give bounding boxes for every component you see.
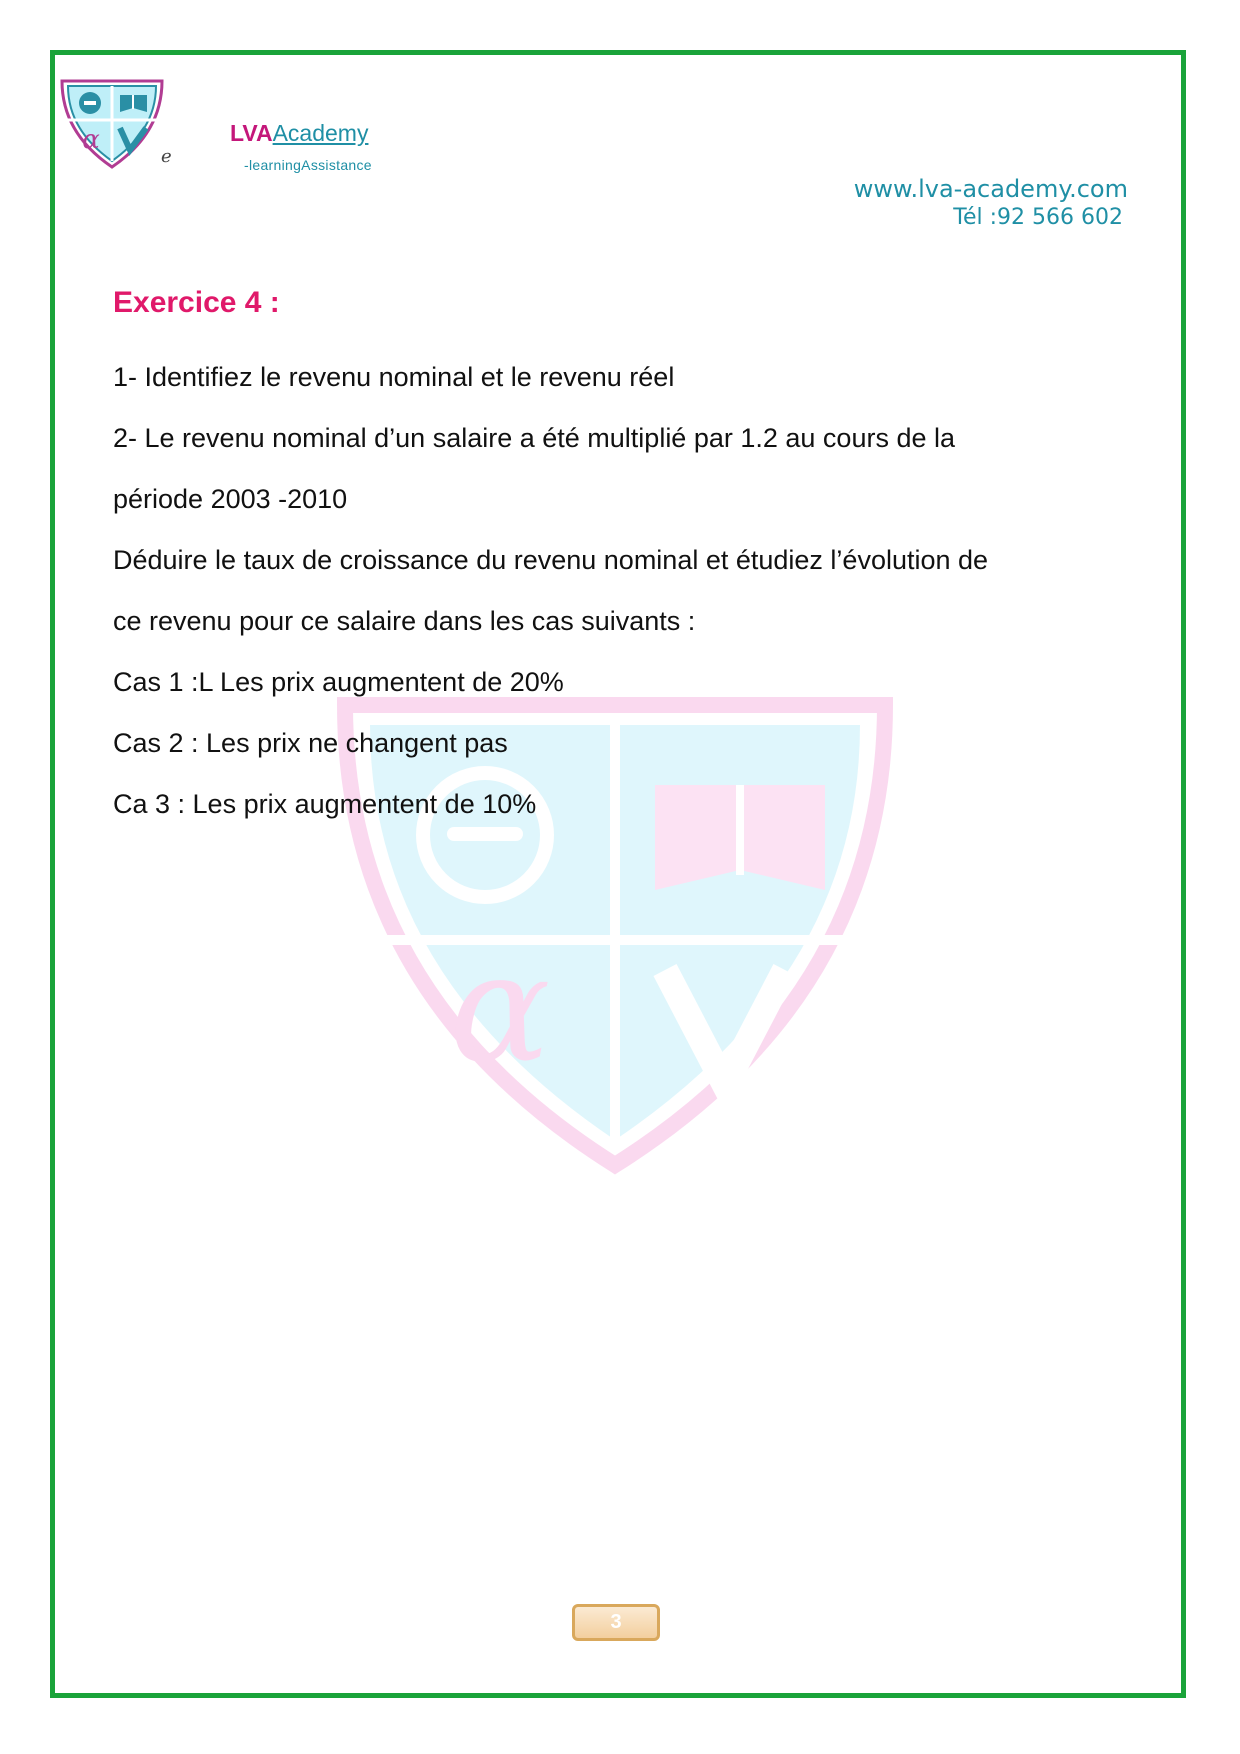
case-line: Ca 3 : Les prix augmentent de 10% bbox=[113, 789, 537, 819]
page-number: 3 bbox=[572, 1604, 660, 1641]
exercise-line: 2- Le revenu nominal d’un salaire a été multiplié par 1.2 au cours de la bbox=[113, 423, 955, 453]
academy-logo bbox=[58, 78, 166, 170]
exercise-content bbox=[113, 281, 1123, 835]
brand-subtitle: -learningAssistance bbox=[244, 157, 372, 173]
phone-number: Tél :92 566 602 bbox=[953, 205, 1123, 230]
svg-text:α: α bbox=[449, 922, 551, 1096]
logo-letter: e bbox=[161, 146, 172, 167]
exercise-line: période 2003 -2010 bbox=[113, 484, 348, 514]
exercise-line: 1- Identifiez le revenu nominal et le revenu réel bbox=[113, 362, 675, 392]
brand-name bbox=[230, 122, 368, 145]
exercise-line: Déduire le taux de croissance du revenu nominal et étudiez l’évolution de bbox=[113, 545, 989, 575]
brand-academy: Academy bbox=[272, 120, 369, 146]
svg-text:α: α bbox=[82, 125, 100, 155]
exercise-line: ce revenu pour ce salaire dans les cas suivants : bbox=[113, 606, 696, 636]
exercise-title: Exercice 4 : bbox=[113, 286, 280, 319]
website-link[interactable]: www.lva-academy.com bbox=[853, 175, 1128, 203]
brand-lva: LVA bbox=[230, 120, 273, 146]
case-line: Cas 1 :L Les prix augmentent de 20% bbox=[113, 667, 564, 697]
case-line: Cas 2 : Les prix ne changent pas bbox=[113, 728, 508, 758]
